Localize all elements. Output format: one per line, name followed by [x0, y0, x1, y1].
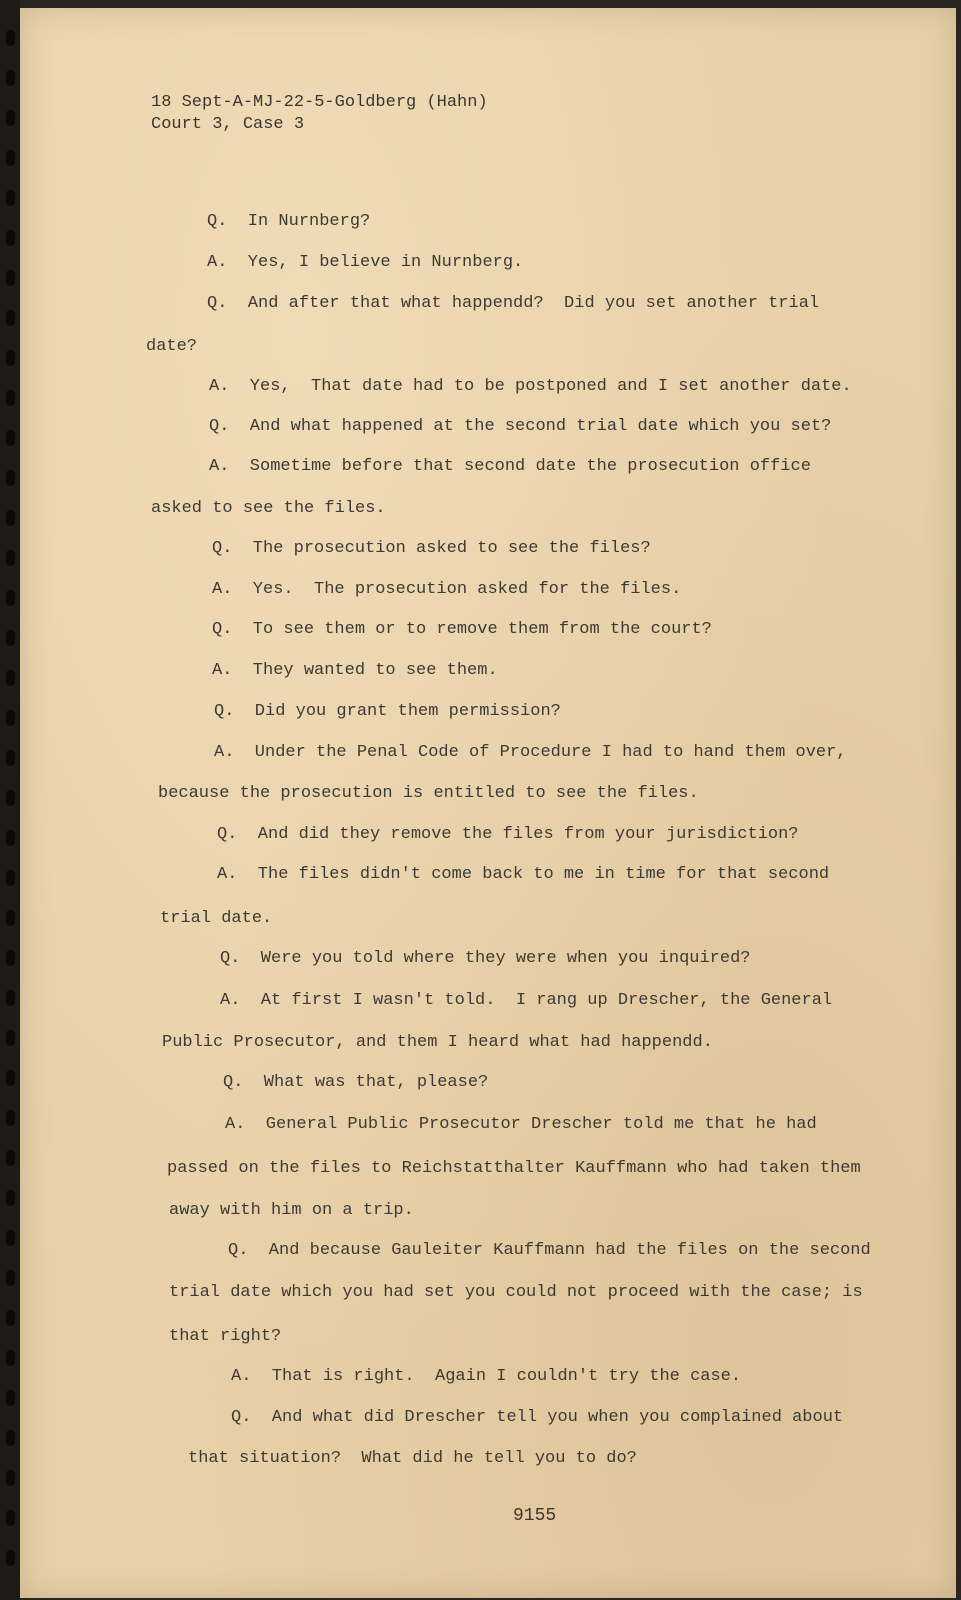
- transcript-line: asked to see the files.: [151, 499, 386, 518]
- document-header: [151, 92, 488, 136]
- transcript-line: Q. Did you grant them permission?: [214, 702, 561, 721]
- transcript-line: A. General Public Prosecutor Drescher told me that he had: [225, 1115, 817, 1134]
- transcript-line: A. The files didn't come back to me in time for that second: [217, 865, 830, 884]
- transcript-line: Q. The prosecution asked to see the files?: [212, 539, 651, 558]
- binding-hole: [6, 150, 15, 166]
- binding-hole: [6, 790, 15, 806]
- transcript-line: Q. What was that, please?: [223, 1073, 489, 1092]
- transcript-line: Q. To see them or to remove them from the court?: [212, 620, 712, 639]
- page-number: 9155: [513, 1506, 557, 1526]
- binding-hole: [6, 990, 15, 1006]
- binding-hole: [6, 910, 15, 926]
- transcript-line: Q. And because Gauleiter Kauffmann had the files on the second: [228, 1241, 871, 1260]
- binding-hole: [6, 1310, 15, 1326]
- transcript-line: date?: [146, 337, 198, 356]
- binding-hole: [6, 1110, 15, 1126]
- transcript-line: A. Sometime before that second date the prosecution office: [209, 457, 811, 476]
- transcript-line: Q. And after that what happendd? Did you set another trial: [207, 294, 820, 313]
- transcript-line: Q. And what did Drescher tell you when you complained about: [231, 1408, 844, 1427]
- binding-hole: [6, 830, 15, 846]
- binding-hole: [6, 350, 15, 366]
- binding-hole: [6, 1550, 15, 1566]
- binding-hole: [6, 550, 15, 566]
- transcript-line: A. Yes, I believe in Nurnberg.: [207, 253, 524, 272]
- transcript-line: Q. In Nurnberg?: [207, 212, 371, 231]
- transcript-line: A. Yes, That date had to be postponed and I set another date.: [209, 377, 852, 396]
- binding-hole: [6, 870, 15, 886]
- binding-hole: [6, 110, 15, 126]
- binding-hole: [6, 470, 15, 486]
- binding-hole: [6, 1510, 15, 1526]
- binding-hole: [6, 590, 15, 606]
- binding-hole: [6, 1070, 15, 1086]
- binding-hole: [6, 1230, 15, 1246]
- header-reference: 18 Sept-A-MJ-22-5-Goldberg (Hahn): [151, 93, 488, 112]
- binding-strip: [0, 0, 20, 1600]
- binding-hole: [6, 390, 15, 406]
- transcript-line: A. Yes. The prosecution asked for the files.: [212, 580, 682, 599]
- binding-hole: [6, 1270, 15, 1286]
- transcript-line: Public Prosecutor, and them I heard what had happendd.: [162, 1033, 713, 1052]
- transcript-line: Q. And did they remove the files from your jurisdiction?: [217, 825, 799, 844]
- binding-hole: [6, 430, 15, 446]
- binding-hole: [6, 70, 15, 86]
- transcript-line: trial date.: [160, 909, 273, 928]
- transcript-line: trial date which you had set you could not proceed with the case; is: [169, 1283, 863, 1302]
- binding-hole: [6, 710, 15, 726]
- binding-hole: [6, 1150, 15, 1166]
- transcript-line: A. That is right. Again I couldn't try the case.: [231, 1367, 742, 1386]
- transcript-line: away with him on a trip.: [169, 1201, 414, 1220]
- binding-hole: [6, 1470, 15, 1486]
- binding-hole: [6, 30, 15, 46]
- binding-hole: [6, 1190, 15, 1206]
- binding-hole: [6, 1390, 15, 1406]
- transcript-page: [20, 8, 956, 1598]
- transcript-line: A. At first I wasn't told. I rang up Drescher, the General: [220, 991, 833, 1010]
- transcript-line: A. They wanted to see them.: [212, 661, 498, 680]
- transcript-line: because the prosecution is entitled to see the files.: [158, 784, 699, 803]
- transcript-line: passed on the files to Reichstatthalter Kauffmann who had taken them: [167, 1159, 861, 1178]
- binding-hole: [6, 950, 15, 966]
- transcript-line: Q. Were you told where they were when you inquired?: [220, 949, 751, 968]
- transcript-line: that right?: [169, 1327, 282, 1346]
- transcript-line: that situation? What did he tell you to do?: [188, 1449, 637, 1468]
- binding-hole: [6, 510, 15, 526]
- binding-hole: [6, 230, 15, 246]
- transcript-line: A. Under the Penal Code of Procedure I had to hand them over,: [214, 743, 847, 762]
- binding-hole: [6, 750, 15, 766]
- binding-hole: [6, 190, 15, 206]
- binding-hole: [6, 1430, 15, 1446]
- binding-hole: [6, 1350, 15, 1366]
- binding-hole: [6, 1030, 15, 1046]
- binding-hole: [6, 630, 15, 646]
- binding-hole: [6, 670, 15, 686]
- transcript-line: Q. And what happened at the second trial date which you set?: [209, 417, 832, 436]
- binding-hole: [6, 310, 15, 326]
- binding-hole: [6, 270, 15, 286]
- header-court-case: Court 3, Case 3: [151, 115, 305, 134]
